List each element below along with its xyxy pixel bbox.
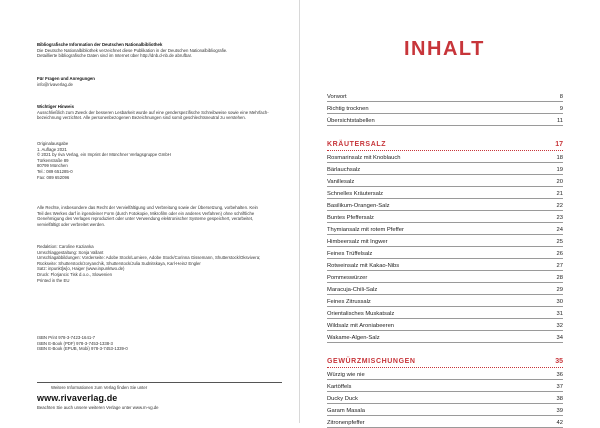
toc-row[interactable] xyxy=(327,90,563,102)
contact-email: info@rivaverlag.de xyxy=(37,81,73,87)
toc-row[interactable] xyxy=(327,102,563,114)
toc-page: 30 xyxy=(556,298,563,305)
credits-line: Redaktion: Caroline Kazianka xyxy=(37,244,94,249)
toc-page: 20 xyxy=(556,178,563,185)
isbn-line: ISBN E-Book (PDF) 978-3-7453-1338-3 xyxy=(37,340,113,346)
toc-page: 32 xyxy=(556,322,563,329)
toc-row[interactable] xyxy=(327,271,563,283)
toc-page: 37 xyxy=(556,383,563,390)
edition-line: Originalausgabe xyxy=(37,141,69,146)
toc-row[interactable] xyxy=(327,187,563,199)
section-page: 35 xyxy=(555,358,563,365)
section-label: GEWÜRZMISCHUNGEN xyxy=(327,358,416,365)
toc-label: Feines Trüffelsalz xyxy=(327,250,373,257)
info-rule xyxy=(37,382,282,383)
section-page: 17 xyxy=(555,141,563,148)
toc-page: 29 xyxy=(556,286,563,293)
toc-page: 8 xyxy=(559,93,563,100)
credits-line: Umschlagabbildungen: Vorderseite: Adobe Stock/Lumiere, Adobe Stock/Corinna Gissemann, Shutterstock/Oksvivera; xyxy=(37,255,261,261)
toc-section-header[interactable] xyxy=(327,135,563,151)
toc-page: 18 xyxy=(556,154,563,161)
toc-page: 9 xyxy=(559,105,563,112)
toc-row[interactable] xyxy=(327,211,563,223)
toc-page: 26 xyxy=(556,250,563,257)
toc-page: 38 xyxy=(556,395,563,402)
toc-page: 19 xyxy=(556,166,563,173)
edition-line: Tel.: 089 651285-0 xyxy=(37,168,73,174)
hint-title: Wichtiger Hinweis xyxy=(37,104,74,109)
toc-label: Pommeswürzer xyxy=(327,274,368,281)
toc-row[interactable] xyxy=(327,151,563,163)
toc-section-header[interactable] xyxy=(327,352,563,368)
credits-line: Rückseite: Shutterstock/zoryanchik, Shutterstock/Julia Sudnitskaya, Karl-Heinz Engler xyxy=(37,260,201,266)
toc-label: Rotweinsalz mit Kakao-Nibs xyxy=(327,262,400,269)
toc-label: Richtig trocknen xyxy=(327,105,369,112)
toc-label: Himbeersalz mit Ingwer xyxy=(327,238,388,245)
toc-row[interactable] xyxy=(327,114,563,126)
table-of-contents xyxy=(327,90,563,428)
toc-label: Zitronenpfeffer xyxy=(327,419,365,426)
info-text: Weitere Informationen zum Verlag finden Sie unter xyxy=(51,385,148,390)
credits-line: Satz: inpunkt[w]o, Haiger (www.inpunktwo.de) xyxy=(37,266,125,272)
toc-page: 27 xyxy=(556,262,563,269)
toc-label: Bärlauchsalz xyxy=(327,166,361,173)
toc-row[interactable] xyxy=(327,259,563,271)
toc-label: Vorwort xyxy=(327,93,347,100)
toc-row[interactable] xyxy=(327,331,563,343)
toc-label: Rosmarinsalz mit Knoblauch xyxy=(327,154,401,161)
credits-line: Druck: Florjancic Tisk d.o.o., Slowenien xyxy=(37,271,112,277)
rights-line: Teil des Werkes darf in irgendeiner Form (durch Fotokopie, Mikrofilm oder ein anderes Verfahren) ohne schriftliche xyxy=(37,210,255,216)
toc-row[interactable] xyxy=(327,295,563,307)
edition-line: Türkenstraße 89 xyxy=(37,157,69,163)
toc-row[interactable] xyxy=(327,235,563,247)
toc-row[interactable] xyxy=(327,416,563,428)
rights-line: vervielfältigt oder verbreitet werden. xyxy=(37,221,106,227)
toc-page: 23 xyxy=(556,214,563,221)
toc-row[interactable] xyxy=(327,404,563,416)
edition-line: © 2021 by riva Verlag, ein Imprint der Münchner Verlagsgruppe GmbH xyxy=(37,152,171,158)
toc-label: Würzig wie nie xyxy=(327,371,365,378)
toc-label: Vanillesalz xyxy=(327,178,355,185)
credits-block xyxy=(37,244,282,283)
page-title: INHALT xyxy=(404,38,485,60)
hint-line: bezeichnung verzichtet. Alle personenbezogenen Bezeichnungen sind somit geschlechtsneutral zu verstehen. xyxy=(37,115,247,121)
toc-label: Feines Zitrussalz xyxy=(327,298,371,305)
toc-page: 42 xyxy=(556,419,563,426)
toc-page: 11 xyxy=(556,117,563,124)
hint-line: Ausschließlich zum Zweck der besseren Lesbarkeit wurde auf eine genderspezifische Schreibweise sowie eine Mehrfach- xyxy=(37,109,269,115)
toc-label: Maracuja-Chili-Salz xyxy=(327,286,378,293)
toc-page: 21 xyxy=(556,190,563,197)
toc-row[interactable] xyxy=(327,319,563,331)
isbn-line: ISBN E-Book (EPUB, Mobi) 978-3-7453-1339-0 xyxy=(37,346,128,352)
isbn-block xyxy=(37,335,282,352)
toc-page: 36 xyxy=(556,371,563,378)
toc-label: Wakame-Algen-Salz xyxy=(327,334,380,341)
biblio-line: Detaillierte bibliografische Daten sind im Internet über http://dnb.d-nb.de abrufbar. xyxy=(37,53,193,59)
toc-page: 22 xyxy=(556,202,563,209)
rights-block xyxy=(37,205,282,227)
toc-page: 24 xyxy=(556,226,563,233)
credits-line: Printed in the EU xyxy=(37,277,70,283)
toc-row[interactable] xyxy=(327,307,563,319)
contact-block xyxy=(37,76,282,87)
toc-label: Buntes Pfeffersalz xyxy=(327,214,374,221)
biblio-block xyxy=(37,42,282,59)
toc-page: 25 xyxy=(556,238,563,245)
toc-row[interactable] xyxy=(327,163,563,175)
rights-line: Genehmigung des Verlages reproduziert oder unter Verwendung elektronischer Systeme gespeichert, verarbeitet, xyxy=(37,216,254,222)
toc-row[interactable] xyxy=(327,368,563,380)
toc-row[interactable] xyxy=(327,199,563,211)
toc-label: Ducky Duck xyxy=(327,395,358,402)
toc-page: 39 xyxy=(556,407,563,414)
section-label: KRÄUTERSALZ xyxy=(327,141,387,148)
toc-row[interactable] xyxy=(327,247,563,259)
rights-line: Alle Rechte, insbesondere das Recht der Vervielfältigung und Verbreitung sowie der Übersetzung, vorbehalten. Kein xyxy=(37,205,258,210)
edition-line: Fax: 089 652096 xyxy=(37,174,70,180)
toc-row[interactable] xyxy=(327,392,563,404)
toc-label: Kartöffels xyxy=(327,383,352,390)
toc-label: Thymiansalz mit rotem Pfeffer xyxy=(327,226,404,233)
toc-page: 31 xyxy=(556,310,563,317)
edition-line: 1. Auflage 2021 xyxy=(37,146,67,152)
isbn-line: ISBN Print 978-3-7423-1641-7 xyxy=(37,335,96,340)
toc-row[interactable] xyxy=(327,175,563,187)
publisher-info-box xyxy=(37,382,282,410)
toc-label: Wildsalz mit Aroniabeeren xyxy=(327,322,395,329)
biblio-line: Die Deutsche Nationalbibliothek verzeichnet diese Publikation in der Deutschen Nationalbibliografie. xyxy=(37,47,228,53)
publisher-url[interactable]: www.rivaverlag.de xyxy=(37,393,118,403)
hint-block xyxy=(37,104,282,121)
imprint-page xyxy=(0,0,300,423)
info-text-more: Beachten Sie auch unsere weiteren Verlage unter www.m-vg.de xyxy=(37,405,159,410)
toc-label: Basilikum-Orangen-Salz xyxy=(327,202,390,209)
toc-row[interactable] xyxy=(327,283,563,295)
toc-page: 34 xyxy=(556,334,563,341)
edition-line: 80799 München xyxy=(37,163,68,169)
toc-label: Schnelles Kräutersalz xyxy=(327,190,384,197)
toc-label: Orientalisches Muskatsalz xyxy=(327,310,395,317)
contact-title: Für Fragen und Anregungen xyxy=(37,76,95,81)
toc-page: 28 xyxy=(556,274,563,281)
edition-block xyxy=(37,141,282,180)
toc-label: Garam Masala xyxy=(327,407,366,414)
credits-line: Umschlaggestaltung: Sonja Vallant xyxy=(37,249,104,255)
toc-row[interactable] xyxy=(327,380,563,392)
toc-row[interactable] xyxy=(327,223,563,235)
toc-label: Übersichtstabellen xyxy=(327,117,375,124)
biblio-title: Bibliografische Information der Deutschen Nationalbibliothek xyxy=(37,42,163,47)
